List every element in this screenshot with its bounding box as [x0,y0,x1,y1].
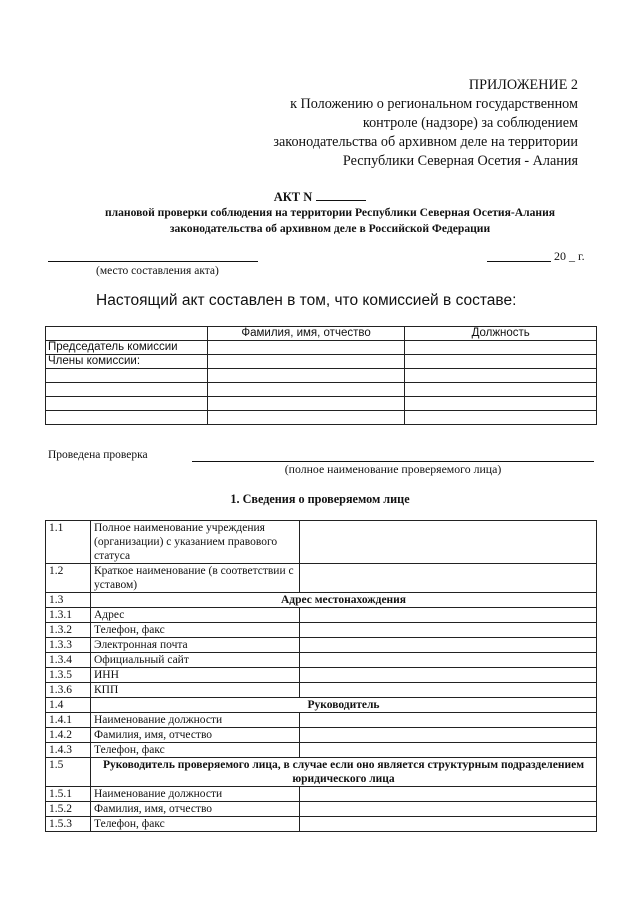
commission-role-cell [46,383,208,397]
info-row-label: Полное наименование учреждения (организации) с указанием правового статуса [91,521,300,564]
info-row [46,564,597,593]
commission-name-cell[interactable] [207,341,405,355]
appendix-line: к Положению о региональном государственном [290,96,578,112]
info-row-number: 1.3.2 [46,623,91,638]
info-row-label: Фамилия, имя, отчество [91,802,300,817]
info-row [46,713,597,728]
commission-name-cell[interactable] [207,411,405,425]
info-row [46,743,597,758]
info-row [46,728,597,743]
commission-row [46,341,597,355]
info-row-value[interactable] [300,653,597,668]
info-row [46,787,597,802]
info-row-value[interactable] [300,683,597,698]
info-row-number: 1.3 [46,593,91,608]
act-title [0,188,640,205]
info-row-value[interactable] [300,564,597,593]
info-row-value[interactable] [300,802,597,817]
info-row-label: Фамилия, имя, отчество [91,728,300,743]
commission-position-cell[interactable] [405,355,597,369]
info-row-label: Электронная почта [91,638,300,653]
info-row-value[interactable] [300,743,597,758]
checked-entity-caption: (полное наименование проверяемого лица) [284,462,502,476]
info-heading-row [46,593,597,608]
commission-role-cell: Председатель комиссии [46,341,208,355]
commission-role-cell [46,369,208,383]
commission-position-cell[interactable] [405,397,597,411]
info-row-number: 1.4.2 [46,728,91,743]
info-row-number: 1.3.5 [46,668,91,683]
info-row-value[interactable] [300,638,597,653]
info-heading: Руководитель проверяемого лица, в случае если оно является структурным подразделением юридического лица [91,758,597,787]
place-caption: (место составления акта) [96,265,219,277]
info-row-value[interactable] [300,623,597,638]
info-row-label: Наименование должности [91,713,300,728]
commission-role-cell [46,411,208,425]
place-blank-line[interactable] [48,261,258,262]
info-row-value[interactable] [300,817,597,832]
section-1-title: 1. Сведения о проверяемом лице [230,492,410,506]
info-row-number: 1.4 [46,698,91,713]
commission-header-cell: Фамилия, имя, отчество [207,327,405,341]
info-row [46,817,597,832]
info-row [46,668,597,683]
info-row-label: Наименование должности [91,787,300,802]
commission-table [45,326,597,425]
info-row-label: КПП [91,683,300,698]
info-heading-row [46,698,597,713]
commission-position-cell[interactable] [405,411,597,425]
act-title-text: АКТ N [273,190,313,204]
commission-row [46,369,597,383]
info-heading-row [46,758,597,787]
info-heading: Руководитель [91,698,597,713]
commission-name-cell[interactable] [207,397,405,411]
commission-name-cell[interactable] [207,369,405,383]
info-row [46,683,597,698]
act-subtitle [40,205,620,237]
commission-name-cell[interactable] [207,355,405,369]
appendix-line: контроле (надзоре) за соблюдением [362,115,578,131]
info-row [46,608,597,623]
info-row-value[interactable] [300,713,597,728]
commission-row [46,411,597,425]
info-row-number: 1.3.1 [46,608,91,623]
info-row [46,638,597,653]
date-blank-line[interactable] [487,261,551,262]
info-row-number: 1.3.6 [46,683,91,698]
act-subtitle-line: законодательства об архивном деле в Российской Федерации [169,222,491,235]
info-heading: Адрес местонахождения [91,593,597,608]
commission-position-cell[interactable] [405,383,597,397]
appendix-line: законодательства об архивном деле на территории [273,134,578,150]
info-row-number: 1.1 [46,521,91,564]
info-row-number: 1.5.3 [46,817,91,832]
info-row-number: 1.3.3 [46,638,91,653]
info-row-number: 1.5.2 [46,802,91,817]
info-row-label: ИНН [91,668,300,683]
info-row-value[interactable] [300,521,597,564]
entity-info-table [45,520,597,832]
commission-role-cell [46,397,208,411]
info-row-number: 1.3.4 [46,653,91,668]
checked-label: Проведена проверка [48,449,148,461]
commission-header-row [46,327,597,341]
info-row-label: Официальный сайт [91,653,300,668]
commission-header-cell [46,327,208,341]
appendix-line: ПРИЛОЖЕНИЕ 2 [468,77,578,93]
commission-position-cell[interactable] [405,369,597,383]
commission-header-cell: Должность [405,327,597,341]
commission-name-cell[interactable] [207,383,405,397]
commission-row [46,383,597,397]
info-row-label: Адрес [91,608,300,623]
intro-text: Настоящий акт составлен в том, что комиссией в составе: [96,292,517,309]
info-row-value[interactable] [300,608,597,623]
info-row-label: Телефон, факс [91,817,300,832]
info-row-number: 1.4.3 [46,743,91,758]
info-row [46,521,597,564]
info-row-label: Краткое наименование (в соответствии с уставом) [91,564,300,593]
info-row-value[interactable] [300,668,597,683]
info-row-value[interactable] [300,787,597,802]
info-row [46,653,597,668]
info-row-number: 1.2 [46,564,91,593]
info-row-label: Телефон, факс [91,743,300,758]
info-row-label: Телефон, факс [91,623,300,638]
appendix-line: Республики Северная Осетия - Алания [342,153,578,169]
info-row-number: 1.5 [46,758,91,787]
commission-row [46,355,597,369]
commission-row [46,397,597,411]
info-row-number: 1.5.1 [46,787,91,802]
act-subtitle-line: плановой проверки соблюдения на территории Республики Северная Осетия-Алания [104,206,556,219]
commission-position-cell[interactable] [405,341,597,355]
info-row-number: 1.4.1 [46,713,91,728]
info-row [46,802,597,817]
act-number-blank[interactable] [316,188,366,201]
date-year-text: 20 _ г. [554,249,585,263]
info-row-value[interactable] [300,728,597,743]
appendix-header [218,76,578,171]
commission-role-cell: Члены комиссии: [46,355,208,369]
info-row [46,623,597,638]
